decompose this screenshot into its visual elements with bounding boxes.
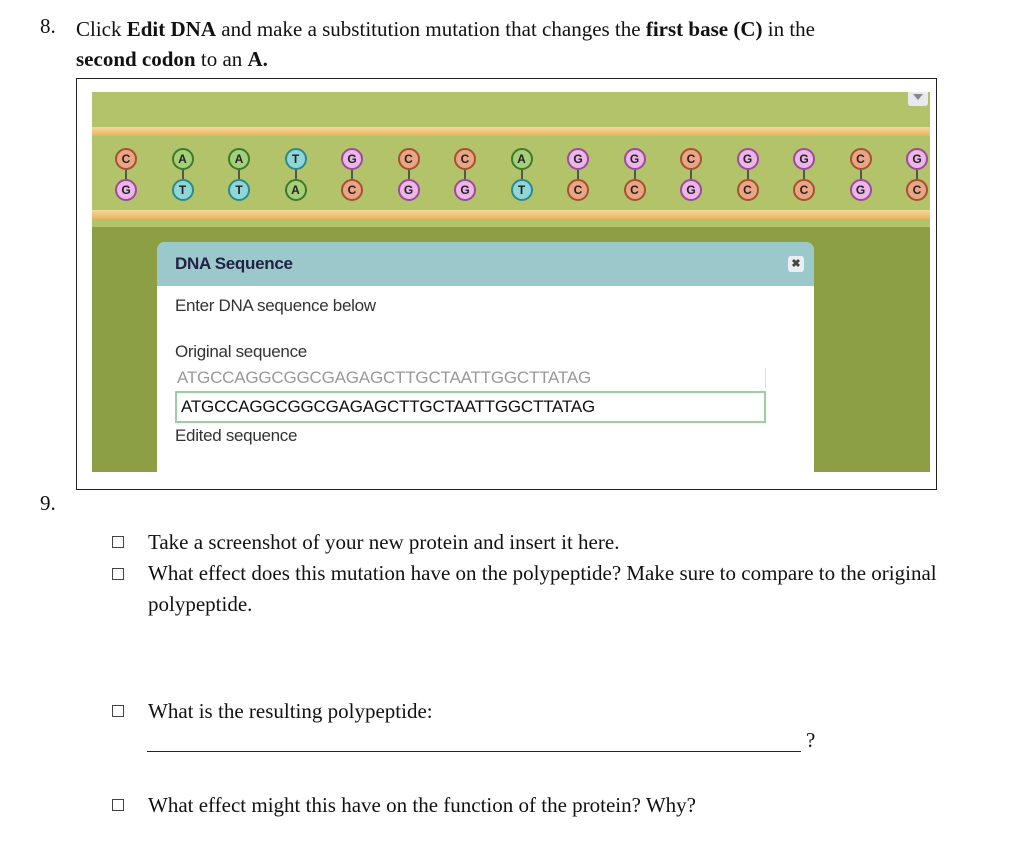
base-T-bottom: T <box>511 179 533 201</box>
base-C-bottom: C <box>737 179 759 201</box>
hydrogen-bond <box>408 170 410 179</box>
hydrogen-bond <box>125 170 127 179</box>
question-8-text: Click Edit DNA and make a substitution mutation that changes the first base (C) in the second codon to an A. <box>76 17 815 71</box>
base-T-bottom: T <box>228 179 250 201</box>
base-G-bottom: G <box>850 179 872 201</box>
base-C-bottom: C <box>793 179 815 201</box>
base-G-bottom: G <box>398 179 420 201</box>
hydrogen-bond <box>690 170 692 179</box>
base-G-top: G <box>624 148 646 170</box>
checkbox[interactable] <box>112 705 124 717</box>
base-C-top: C <box>680 148 702 170</box>
checkbox[interactable] <box>112 536 124 548</box>
dropdown-chevron-icon[interactable] <box>908 92 928 106</box>
checklist-item <box>112 696 433 727</box>
base-G-bottom: G <box>115 179 137 201</box>
base-T-top: T <box>285 148 307 170</box>
base-C-top: C <box>398 148 420 170</box>
base-A-bottom: A <box>285 179 307 201</box>
base-C-top: C <box>850 148 872 170</box>
base-A-top: A <box>172 148 194 170</box>
base-T-bottom: T <box>172 179 194 201</box>
hydrogen-bond <box>634 170 636 179</box>
base-C-top: C <box>454 148 476 170</box>
checkbox[interactable] <box>112 568 124 580</box>
base-pairs <box>92 132 930 222</box>
hydrogen-bond <box>860 170 862 179</box>
edit-sequence-input[interactable] <box>175 391 766 423</box>
dna-sequence-dialog <box>157 242 814 474</box>
hydrogen-bond <box>916 170 918 179</box>
checklist-item <box>112 527 619 558</box>
hydrogen-bond <box>747 170 749 179</box>
dialog-prompt: Enter DNA sequence below <box>175 296 376 315</box>
base-G-top: G <box>567 148 589 170</box>
base-A-top: A <box>511 148 533 170</box>
checkbox[interactable] <box>112 799 124 811</box>
hydrogen-bond <box>182 170 184 179</box>
checklist-item-text: What effect does this mutation have on the polypeptide? Make sure to compare to the original polypeptide. <box>148 561 937 616</box>
checklist-item-text: What effect might this have on the function of the protein? Why? <box>148 793 696 817</box>
original-sequence-label: Original sequence <box>175 342 307 361</box>
edited-sequence-label: Edited sequence <box>175 426 298 445</box>
hydrogen-bond <box>803 170 805 179</box>
question-9-number: 9. <box>40 491 56 515</box>
dialog-header <box>157 242 814 286</box>
base-C-bottom: C <box>624 179 646 201</box>
base-C-bottom: C <box>567 179 589 201</box>
base-G-bottom: G <box>454 179 476 201</box>
hydrogen-bond <box>238 170 240 179</box>
hydrogen-bond <box>295 170 297 179</box>
base-G-top: G <box>906 148 928 170</box>
answer-blank-line[interactable] <box>147 751 801 752</box>
question-8-number: 8. <box>40 14 56 38</box>
original-sequence: ATGCCAGGCGGCGAGAGCTTGCTAATTGGCTTATAG <box>177 368 766 388</box>
dialog-title: DNA Sequence <box>175 254 293 273</box>
checklist-item <box>112 558 942 620</box>
base-G-top: G <box>341 148 363 170</box>
hydrogen-bond <box>351 170 353 179</box>
base-G-bottom: G <box>680 179 702 201</box>
hydrogen-bond <box>521 170 523 179</box>
close-icon[interactable]: ✖ <box>788 256 804 272</box>
answer-blank-suffix: ? <box>806 728 816 752</box>
base-A-top: A <box>228 148 250 170</box>
hydrogen-bond <box>464 170 466 179</box>
checklist-item <box>112 790 696 821</box>
base-C-bottom: C <box>341 179 363 201</box>
base-G-top: G <box>737 148 759 170</box>
base-C-bottom: C <box>906 179 928 201</box>
checklist-item-text: What is the resulting polypeptide: <box>148 699 433 723</box>
checklist-item-text: Take a screenshot of your new protein and insert it here. <box>148 530 620 554</box>
base-G-top: G <box>793 148 815 170</box>
hydrogen-bond <box>577 170 579 179</box>
base-C-top: C <box>115 148 137 170</box>
